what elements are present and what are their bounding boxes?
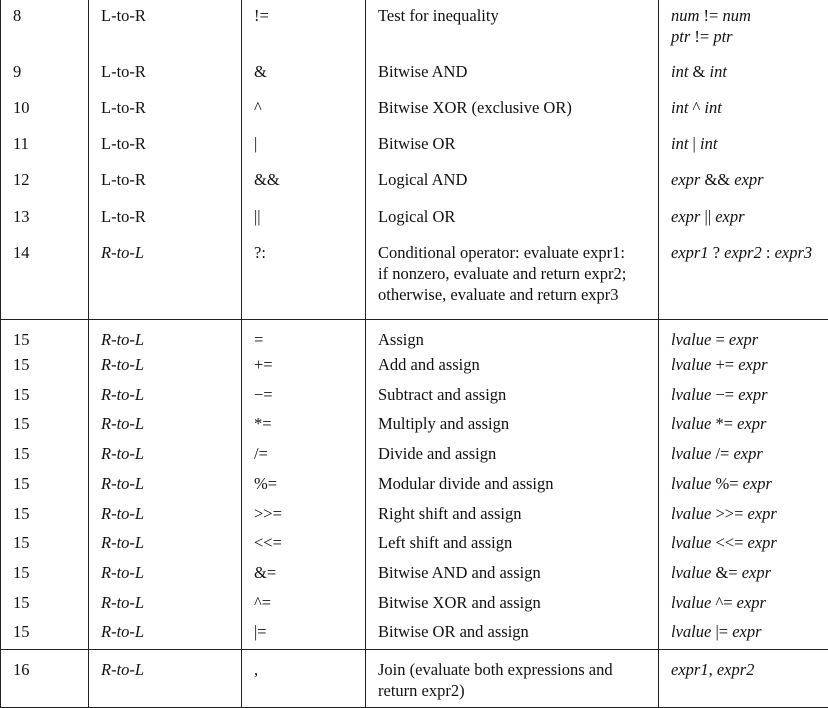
example-cell <box>659 320 828 351</box>
example-operand: expr1 <box>671 660 709 679</box>
precedence-level: 11 <box>13 134 29 153</box>
description-line: Bitwise XOR and assign <box>378 592 654 613</box>
example-line <box>671 621 824 642</box>
operator-symbol: &= <box>254 563 276 582</box>
associativity-cell <box>89 239 242 320</box>
associativity-cell <box>89 203 242 239</box>
example-line <box>671 97 824 118</box>
table-row <box>1 350 828 380</box>
example-line <box>671 413 824 434</box>
precedence-level-cell <box>1 239 89 320</box>
associativity: R-to-L <box>101 474 144 493</box>
description-cell <box>366 528 659 558</box>
associativity: L-to-R <box>101 134 146 153</box>
description-cell <box>366 320 659 351</box>
example-operand: int <box>671 134 688 153</box>
operator-cell <box>242 0 366 58</box>
example-operand: expr2 <box>717 660 755 679</box>
description-line: Divide and assign <box>378 443 654 464</box>
example-operand: expr <box>748 504 777 523</box>
description-cell <box>366 350 659 380</box>
example-operand: expr <box>738 385 767 404</box>
example-operator: ? <box>709 243 725 262</box>
table-row <box>1 94 828 130</box>
precedence-level: 15 <box>13 622 30 641</box>
example-operand: expr <box>742 563 771 582</box>
associativity: R-to-L <box>101 533 144 552</box>
precedence-level-cell <box>1 0 89 58</box>
operator-cell <box>242 558 366 588</box>
description-line: Modular divide and assign <box>378 473 654 494</box>
example-operand: expr <box>729 330 758 349</box>
example-cell <box>659 409 828 439</box>
precedence-level-cell <box>1 558 89 588</box>
example-operand: expr1 <box>671 243 709 262</box>
precedence-level-cell <box>1 649 89 707</box>
associativity-cell <box>89 469 242 499</box>
precedence-level: 15 <box>13 533 30 552</box>
table-row <box>1 499 828 529</box>
precedence-level-cell <box>1 130 89 166</box>
example-operand: lvalue <box>671 385 711 404</box>
operator-cell <box>242 58 366 94</box>
example-operator: /= <box>711 444 733 463</box>
table-row <box>1 409 828 439</box>
example-operator: = <box>711 330 729 349</box>
example-operand: expr <box>715 207 744 226</box>
example-cell <box>659 380 828 410</box>
example-operand: lvalue <box>671 330 711 349</box>
description-cell <box>366 166 659 203</box>
operator-cell <box>242 499 366 529</box>
associativity-cell <box>89 617 242 649</box>
example-cell <box>659 588 828 618</box>
example-operand: expr <box>737 414 766 433</box>
precedence-level-cell <box>1 320 89 351</box>
precedence-level-cell <box>1 469 89 499</box>
operator-symbol: , <box>254 660 258 679</box>
example-cell <box>659 239 828 320</box>
precedence-level: 15 <box>13 593 30 612</box>
precedence-level-cell <box>1 588 89 618</box>
example-operand: expr2 <box>724 243 762 262</box>
example-operator: |= <box>711 622 732 641</box>
description-line: Test for inequality <box>378 5 654 26</box>
precedence-level: 13 <box>13 207 30 226</box>
precedence-level: 15 <box>13 330 30 349</box>
description-line: Multiply and assign <box>378 413 654 434</box>
description-line: Logical OR <box>378 206 654 227</box>
precedence-level-cell <box>1 528 89 558</box>
description-line: Bitwise OR <box>378 133 654 154</box>
table-row <box>1 320 828 351</box>
example-operand: ptr <box>713 27 732 46</box>
associativity-cell <box>89 439 242 469</box>
example-operator: &= <box>711 563 741 582</box>
operator-cell <box>242 617 366 649</box>
description-line: Conditional operator: evaluate expr1: <box>378 242 654 263</box>
example-cell <box>659 203 828 239</box>
example-operator: ^= <box>711 593 736 612</box>
operator-symbol: += <box>254 355 273 374</box>
example-operand: expr <box>734 170 763 189</box>
example-cell <box>659 94 828 130</box>
operator-cell <box>242 439 366 469</box>
associativity: R-to-L <box>101 504 144 523</box>
operator-symbol: %= <box>254 474 277 493</box>
description-line: Subtract and assign <box>378 384 654 405</box>
description-cell <box>366 203 659 239</box>
example-operator: <<= <box>711 533 747 552</box>
example-operand: expr <box>748 533 777 552</box>
example-line <box>671 5 824 26</box>
example-line <box>671 329 824 350</box>
description-cell <box>366 469 659 499</box>
example-operand: int <box>700 134 717 153</box>
precedence-level: 15 <box>13 414 30 433</box>
associativity-cell <box>89 94 242 130</box>
operator-symbol: | <box>254 134 257 153</box>
example-cell <box>659 649 828 707</box>
description-line: return expr2) <box>378 680 654 701</box>
example-operand: lvalue <box>671 474 711 493</box>
table-row <box>1 0 828 58</box>
table-row <box>1 380 828 410</box>
example-operand: lvalue <box>671 414 711 433</box>
example-cell <box>659 528 828 558</box>
operator-symbol: /= <box>254 444 268 463</box>
description-cell <box>366 439 659 469</box>
operator-cell <box>242 380 366 410</box>
precedence-level: 15 <box>13 474 30 493</box>
operator-cell <box>242 130 366 166</box>
description-line: Bitwise AND <box>378 61 654 82</box>
precedence-level-cell <box>1 166 89 203</box>
example-operand: expr3 <box>775 243 813 262</box>
associativity: L-to-R <box>101 207 146 226</box>
description-cell <box>366 94 659 130</box>
description-cell <box>366 649 659 707</box>
table-body <box>1 0 828 707</box>
example-line <box>671 473 824 494</box>
example-operator: >>= <box>711 504 747 523</box>
description-line: Bitwise AND and assign <box>378 562 654 583</box>
example-line <box>671 354 824 375</box>
associativity: R-to-L <box>101 444 144 463</box>
example-operator: || <box>700 207 715 226</box>
example-operand: lvalue <box>671 563 711 582</box>
example-operand: int <box>671 98 688 117</box>
example-operand: lvalue <box>671 533 711 552</box>
associativity: R-to-L <box>101 563 144 582</box>
precedence-level: 12 <box>13 170 30 189</box>
example-line <box>671 503 824 524</box>
operator-cell <box>242 528 366 558</box>
example-operand: num <box>671 6 699 25</box>
precedence-level: 15 <box>13 385 30 404</box>
example-operand: expr <box>671 207 700 226</box>
example-operand: int <box>671 62 688 81</box>
description-cell <box>366 0 659 58</box>
operator-cell <box>242 469 366 499</box>
table-row <box>1 58 828 94</box>
example-cell <box>659 469 828 499</box>
example-operator: *= <box>711 414 737 433</box>
precedence-level-cell <box>1 499 89 529</box>
description-line: Bitwise XOR (exclusive OR) <box>378 97 654 118</box>
precedence-level: 15 <box>13 444 30 463</box>
table-row <box>1 649 828 707</box>
precedence-level-cell <box>1 617 89 649</box>
operator-symbol: −= <box>254 385 273 404</box>
example-line <box>671 169 824 190</box>
associativity: L-to-R <box>101 6 146 25</box>
associativity-cell <box>89 320 242 351</box>
description-line: Add and assign <box>378 354 654 375</box>
example-operator: : <box>762 243 775 262</box>
description-line: if nonzero, evaluate and return expr2; <box>378 263 654 284</box>
example-operand: ptr <box>671 27 690 46</box>
associativity: R-to-L <box>101 243 144 262</box>
example-operand: expr <box>738 355 767 374</box>
example-operator: ^ <box>688 98 704 117</box>
example-cell <box>659 130 828 166</box>
table-row <box>1 617 828 649</box>
example-cell <box>659 439 828 469</box>
precedence-level: 15 <box>13 504 30 523</box>
operator-symbol: ^ <box>254 98 262 117</box>
operator-cell <box>242 203 366 239</box>
table-row <box>1 528 828 558</box>
example-operand: num <box>722 6 750 25</box>
operator-symbol: ^= <box>254 593 271 612</box>
example-operator: %= <box>711 474 742 493</box>
example-operand: lvalue <box>671 355 711 374</box>
precedence-level-cell <box>1 439 89 469</box>
example-operator: | <box>688 134 700 153</box>
example-line <box>671 206 824 227</box>
precedence-level-cell <box>1 94 89 130</box>
example-operand: lvalue <box>671 593 711 612</box>
description-cell <box>366 58 659 94</box>
description-line: Assign <box>378 329 654 350</box>
operator-cell <box>242 588 366 618</box>
operator-cell <box>242 239 366 320</box>
table-row <box>1 558 828 588</box>
example-operand: lvalue <box>671 444 711 463</box>
associativity-cell <box>89 499 242 529</box>
precedence-level: 8 <box>13 6 21 25</box>
example-line <box>671 133 824 154</box>
precedence-level: 10 <box>13 98 30 117</box>
operator-symbol: & <box>254 62 267 81</box>
associativity: L-to-R <box>101 62 146 81</box>
example-cell <box>659 0 828 58</box>
example-line <box>671 26 824 47</box>
table-row <box>1 439 828 469</box>
precedence-level: 15 <box>13 355 30 374</box>
operator-symbol: && <box>254 170 280 189</box>
table-row <box>1 469 828 499</box>
table-row <box>1 588 828 618</box>
operator-cell <box>242 350 366 380</box>
associativity-cell <box>89 0 242 58</box>
operator-cell <box>242 649 366 707</box>
description-line: Right shift and assign <box>378 503 654 524</box>
associativity-cell <box>89 166 242 203</box>
example-operand: lvalue <box>671 622 711 641</box>
precedence-level-cell <box>1 350 89 380</box>
description-line: otherwise, evaluate and return expr3 <box>378 284 654 305</box>
table-row <box>1 203 828 239</box>
operator-symbol: ?: <box>254 243 266 262</box>
precedence-level: 15 <box>13 563 30 582</box>
description-cell <box>366 617 659 649</box>
table-row <box>1 166 828 203</box>
example-operand: int <box>704 98 721 117</box>
example-line <box>671 532 824 553</box>
example-operator: , <box>709 660 717 679</box>
operator-symbol: != <box>254 6 269 25</box>
example-line <box>671 242 824 263</box>
example-operand: int <box>710 62 727 81</box>
precedence-level-cell <box>1 380 89 410</box>
description-line: Bitwise OR and assign <box>378 621 654 642</box>
description-cell <box>366 239 659 320</box>
description-cell <box>366 499 659 529</box>
associativity: R-to-L <box>101 385 144 404</box>
example-cell <box>659 499 828 529</box>
associativity: L-to-R <box>101 98 146 117</box>
associativity: L-to-R <box>101 170 146 189</box>
example-cell <box>659 350 828 380</box>
description-cell <box>366 588 659 618</box>
example-operand: expr <box>743 474 772 493</box>
associativity-cell <box>89 58 242 94</box>
example-operand: expr <box>737 593 766 612</box>
associativity: R-to-L <box>101 622 144 641</box>
description-line: Logical AND <box>378 169 654 190</box>
example-line <box>671 384 824 405</box>
precedence-level: 16 <box>13 660 30 679</box>
associativity: R-to-L <box>101 355 144 374</box>
example-operator: && <box>700 170 734 189</box>
operator-symbol: *= <box>254 414 272 433</box>
example-cell <box>659 166 828 203</box>
associativity-cell <box>89 380 242 410</box>
example-operator: & <box>688 62 709 81</box>
example-line <box>671 61 824 82</box>
description-line: Left shift and assign <box>378 532 654 553</box>
associativity-cell <box>89 558 242 588</box>
associativity: R-to-L <box>101 593 144 612</box>
example-operand: expr <box>671 170 700 189</box>
associativity: R-to-L <box>101 414 144 433</box>
associativity-cell <box>89 649 242 707</box>
example-operand: expr <box>732 622 761 641</box>
example-cell <box>659 617 828 649</box>
associativity-cell <box>89 528 242 558</box>
operator-symbol: >>= <box>254 504 282 523</box>
operator-cell <box>242 320 366 351</box>
example-line <box>671 443 824 464</box>
description-cell <box>366 558 659 588</box>
precedence-level-cell <box>1 203 89 239</box>
example-operator: += <box>711 355 738 374</box>
operator-symbol: || <box>254 207 261 226</box>
example-operand: lvalue <box>671 504 711 523</box>
example-line <box>671 659 824 680</box>
description-line: Join (evaluate both expressions and <box>378 659 654 680</box>
example-cell <box>659 58 828 94</box>
table-row <box>1 130 828 166</box>
operator-symbol: <<= <box>254 533 282 552</box>
precedence-level: 14 <box>13 243 30 262</box>
table-row <box>1 239 828 320</box>
associativity: R-to-L <box>101 330 144 349</box>
associativity-cell <box>89 350 242 380</box>
example-cell <box>659 558 828 588</box>
example-line <box>671 592 824 613</box>
description-cell <box>366 130 659 166</box>
description-cell <box>366 409 659 439</box>
description-cell <box>366 380 659 410</box>
associativity: R-to-L <box>101 660 144 679</box>
precedence-level: 9 <box>13 62 21 81</box>
operator-cell <box>242 166 366 203</box>
precedence-level-cell <box>1 58 89 94</box>
associativity-cell <box>89 588 242 618</box>
operator-symbol: = <box>254 330 263 349</box>
example-operand: expr <box>733 444 762 463</box>
operator-cell <box>242 409 366 439</box>
associativity-cell <box>89 409 242 439</box>
example-operator: != <box>690 27 713 46</box>
operator-cell <box>242 94 366 130</box>
example-line <box>671 562 824 583</box>
associativity-cell <box>89 130 242 166</box>
example-operator: −= <box>711 385 738 404</box>
operator-symbol: |= <box>254 622 267 641</box>
example-operator: != <box>699 6 722 25</box>
precedence-level-cell <box>1 409 89 439</box>
